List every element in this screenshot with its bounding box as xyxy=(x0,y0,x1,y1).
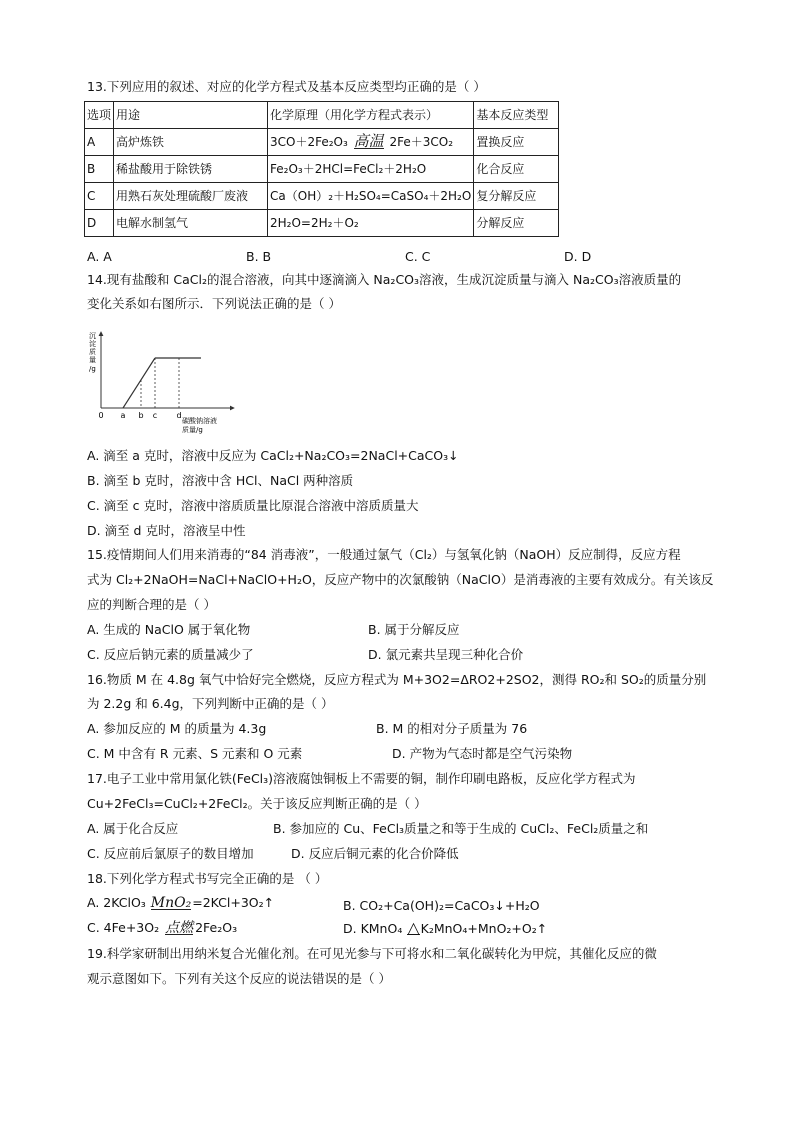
q14-stem-line1: 14.现有盐酸和 CaCl₂的混合溶液，向其中逐滴滴入 Na₂CO₃溶液，生成沉淀质量与滴入 Na₂CO₃溶液质量的 xyxy=(87,272,682,287)
tick-label-d: d xyxy=(176,411,182,420)
q16-option-a: A. 参加反应的 M 的质量为 4.3g xyxy=(87,721,267,736)
table-row xyxy=(85,156,559,183)
q15-option-b: B. 属于分解反应 xyxy=(368,622,460,637)
rising-segment xyxy=(123,358,155,408)
row-use: 稀盐酸用于除铁锈 xyxy=(114,156,268,183)
q16-option-b: B. M 的相对分子质量为 76 xyxy=(376,721,528,736)
q16-option-d: D. 产物为气态时都是空气污染物 xyxy=(392,746,573,761)
q15-option-a: A. 生成的 NaClO 属于氧化物 xyxy=(87,622,251,637)
q18-option-d xyxy=(343,918,548,937)
q17-stem-line1: 17.电子工业中常用氯化铁(FeCl₃)溶液腐蚀铜板上不需要的铜，制作印刷电路板，反应化学方程式为 xyxy=(87,771,636,786)
header-option: 选项 xyxy=(85,102,114,129)
row-option: B xyxy=(85,156,114,183)
row-use: 电解水制氢气 xyxy=(114,210,268,237)
reaction-condition: 点燃 xyxy=(165,920,194,936)
q16-option-c: C. M 中含有 R 元素、S 元素和 O 元素 xyxy=(87,746,303,761)
row-equation: Ca（OH）₂＋H₂SO₄=CaSO₄＋2H₂O xyxy=(268,183,474,210)
q14-option-a: A. 滴至 a 克时，溶液中反应为 CaCl₂+Na₂CO₃=2NaCl+CaCO₃↓ xyxy=(87,448,459,463)
heat-condition: △ xyxy=(407,918,420,937)
row-equation: 2H₂O=2H₂＋O₂ xyxy=(268,210,474,237)
tick-label-b: b xyxy=(138,411,144,420)
q15-stem-line1: 15.疫情期间人们用来消毒的“84 消毒液”，一般通过氯气（Cl₂）与氢氧化钠（NaOH）反应制得，反应方程 xyxy=(87,547,681,562)
header-reaction-type: 基本反应类型 xyxy=(474,102,559,129)
q18-option-a xyxy=(87,897,274,910)
row-type: 复分解反应 xyxy=(474,183,559,210)
row-use: 高炉炼铁 xyxy=(114,129,268,156)
q13-option-a: A. A xyxy=(87,249,112,264)
q15-stem-line3: 应的判断合理的是（ ） xyxy=(87,597,216,612)
equation-reactants: D. KMnO₄ xyxy=(343,921,407,936)
y-axis-label-char: 沉淀质量/g xyxy=(89,332,96,373)
row-type: 置换反应 xyxy=(474,129,559,156)
row-type: 分解反应 xyxy=(474,210,559,237)
q19-stem-line2: 观示意图如下。下列有关这个反应的说法错误的是（ ） xyxy=(87,971,391,986)
q14-option-c: C. 滴至 c 克时，溶液中溶质质量比原混合溶液中溶质质量大 xyxy=(87,498,419,513)
tick-label-c: c xyxy=(152,411,158,420)
q19-stem-line1: 19.科学家研制出用纳米复合光催化剂。在可见光参与下可将水和二氧化碳转化为甲烷，其催化反应的微 xyxy=(87,946,657,961)
table-header-row xyxy=(85,102,559,129)
reaction-condition: 高温 xyxy=(353,132,384,150)
q16-stem-line1: 16.物质 M 在 4.8g 氧气中恰好完全燃烧，反应方程式为 M+3O2=ΔRO2+2SO2，测得 RO₂和 SO₂的质量分别 xyxy=(87,672,707,687)
q14-stem-line2: 变化关系如右图所示．下列说法正确的是（ ） xyxy=(87,296,341,311)
q14-option-d: D. 滴至 d 克时，溶液呈中性 xyxy=(87,523,246,538)
header-principle: 化学原理（用化学方程式表示） xyxy=(268,102,474,129)
q13-option-d: D. D xyxy=(564,249,592,264)
header-use: 用途 xyxy=(114,102,268,129)
q17-option-a: A. 属于化合反应 xyxy=(87,821,179,836)
q14-precipitate-graph xyxy=(84,330,244,438)
q17-stem-line2: Cu+2FeCl₃=CuCl₂+2FeCl₂。关于该反应判断正确的是（ ） xyxy=(87,796,427,811)
q13-option-b: B. B xyxy=(246,249,272,264)
q13-option-c: C. C xyxy=(405,249,431,264)
equation-reactants: A. 2KClO₃ xyxy=(87,895,150,910)
x-axis-label-line1: 碳酸钠溶液 xyxy=(182,417,217,425)
q17-option-d: D. 反应后铜元素的化合价降低 xyxy=(291,846,459,861)
q17-option-b: B. 参加应的 Cu、FeCl₃质量之和等于生成的 CuCl₂、FeCl₂质量之和 xyxy=(273,821,649,836)
row-option: C xyxy=(85,183,114,210)
equation-products: 2Fe＋3CO₂ xyxy=(389,135,454,149)
row-option: D xyxy=(85,210,114,237)
reaction-condition: MnO₂ xyxy=(150,895,192,911)
table-row xyxy=(85,210,559,237)
row-equation xyxy=(268,129,474,156)
equation-products: 2Fe₂O₃ xyxy=(195,920,238,935)
q16-stem-line2: 为 2.2g 和 6.4g，下列判断中正确的是（ ） xyxy=(87,696,334,711)
q15-stem-line2: 式为 Cl₂+2NaOH=NaCl+NaClO+H₂O，反应产物中的次氯酸钠（NaClO）是消毒液的主要有效成分。有关该反 xyxy=(87,572,714,587)
equation-reactants: C. 4Fe+3O₂ xyxy=(87,920,164,935)
equation-products: =2KCl+3O₂↑ xyxy=(192,895,275,910)
q18-option-b: B. CO₂+Ca(OH)₂=CaCO₃↓+H₂O xyxy=(343,898,540,913)
origin-label: 0 xyxy=(98,411,104,420)
equation-reactants: 3CO＋2Fe₂O₃ xyxy=(270,135,348,149)
q13-table xyxy=(84,101,559,237)
q18-option-c xyxy=(87,922,237,935)
table-row xyxy=(85,129,559,156)
equation-products: K₂MnO₄+MnO₂+O₂↑ xyxy=(420,921,548,936)
q15-option-c: C. 反应后钠元素的质量减少了 xyxy=(87,647,254,662)
row-type: 化合反应 xyxy=(474,156,559,183)
q18-stem: 18.下列化学方程式书写完全正确的是 （ ） xyxy=(87,871,328,886)
q14-option-b: B. 滴至 b 克时，溶液中含 HCl、NaCl 两种溶质 xyxy=(87,473,354,488)
row-equation: Fe₂O₃＋2HCl=FeCl₂＋2H₂O xyxy=(268,156,474,183)
q13-stem: 13.下列应用的叙述、对应的化学方程式及基本反应类型均正确的是（ ） xyxy=(87,79,486,94)
row-use: 用熟石灰处理硫酸厂废液 xyxy=(114,183,268,210)
tick-label-a: a xyxy=(120,411,126,420)
q17-option-c: C. 反应前后氯原子的数目增加 xyxy=(87,846,254,861)
x-axis-label-line2: 质量/g xyxy=(182,426,203,434)
q15-option-d: D. 氯元素共呈现三种化合价 xyxy=(368,647,524,662)
row-option: A xyxy=(85,129,114,156)
table-row xyxy=(85,183,559,210)
